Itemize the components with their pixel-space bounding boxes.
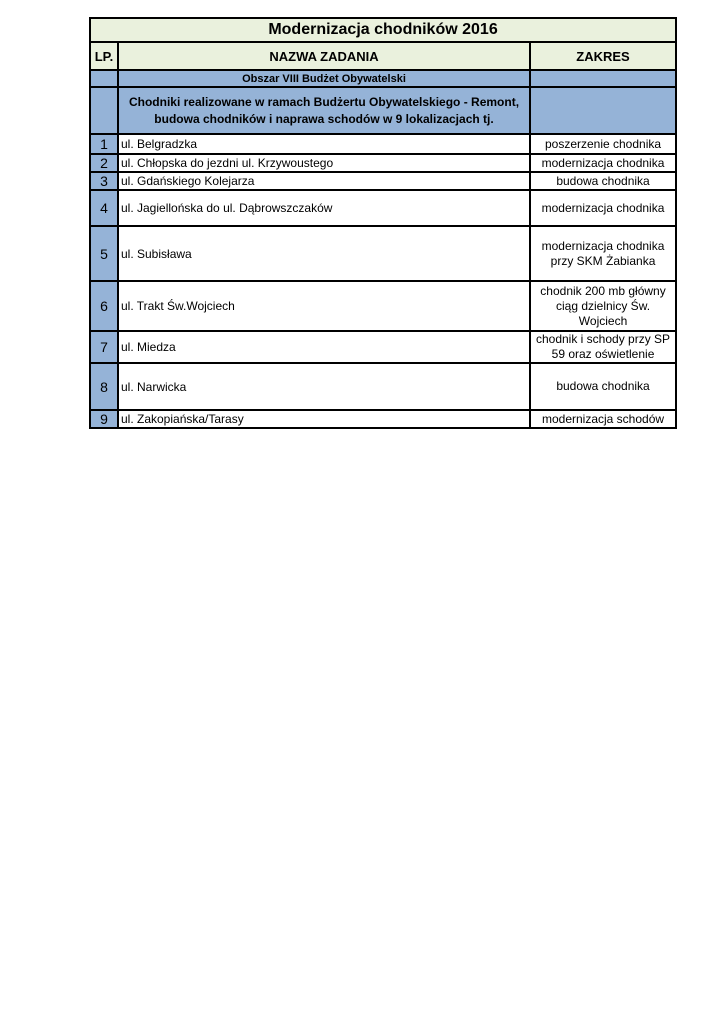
row-name: ul. Miedza	[118, 331, 530, 363]
area-label: Obszar VIII Budżet Obywatelski	[118, 70, 530, 87]
title-row	[90, 18, 676, 42]
row-lp: 4	[90, 190, 118, 226]
spreadsheet-table	[89, 17, 675, 429]
row-lp: 5	[90, 226, 118, 281]
row-scope: modernizacja schodów	[530, 410, 676, 428]
table-row	[90, 331, 676, 363]
table-row	[90, 226, 676, 281]
header-scope: ZAKRES	[530, 42, 676, 70]
row-name: ul. Belgradzka	[118, 134, 530, 154]
row-lp: 9	[90, 410, 118, 428]
table-row	[90, 134, 676, 154]
row-scope: chodnik i schody przy SP 59 oraz oświetlenie	[530, 331, 676, 363]
area-scope-cell	[530, 70, 676, 87]
row-scope: budowa chodnika	[530, 172, 676, 190]
row-scope: chodnik 200 mb główny ciąg dzielnicy Św. Wojciech	[530, 281, 676, 331]
description-row	[90, 87, 676, 134]
row-name: ul. Zakopiańska/Tarasy	[118, 410, 530, 428]
description-text	[118, 87, 530, 134]
row-lp: 7	[90, 331, 118, 363]
row-scope: poszerzenie chodnika	[530, 134, 676, 154]
row-name: ul. Trakt Św.Wojciech	[118, 281, 530, 331]
table-row	[90, 281, 676, 331]
row-lp: 6	[90, 281, 118, 331]
row-name: ul. Jagiellońska do ul. Dąbrowszczaków	[118, 190, 530, 226]
desc-scope-cell	[530, 87, 676, 134]
row-scope: modernizacja chodnika	[530, 190, 676, 226]
row-name: ul. Gdańskiego Kolejarza	[118, 172, 530, 190]
roadworks-table	[89, 17, 677, 429]
table-row	[90, 410, 676, 428]
row-lp: 8	[90, 363, 118, 410]
row-scope: modernizacja chodnika przy SKM Żabianka	[530, 226, 676, 281]
row-lp: 3	[90, 172, 118, 190]
table-row	[90, 172, 676, 190]
row-scope: budowa chodnika	[530, 363, 676, 410]
row-lp: 2	[90, 154, 118, 172]
table-row	[90, 154, 676, 172]
desc-lp-cell	[90, 87, 118, 134]
row-scope: modernizacja chodnika	[530, 154, 676, 172]
header-name: NAZWA ZADANIA	[118, 42, 530, 70]
row-lp: 1	[90, 134, 118, 154]
table-title: Modernizacja chodników 2016	[90, 18, 676, 42]
area-lp-cell	[90, 70, 118, 87]
header-row	[90, 42, 676, 70]
table-row	[90, 363, 676, 410]
row-name: ul. Chłopska do jezdni ul. Krzywoustego	[118, 154, 530, 172]
description-line-2: budowa chodników i naprawa schodów w 9 lokalizacjach tj.	[154, 111, 494, 126]
row-name: ul. Subisława	[118, 226, 530, 281]
description-line-1: Chodniki realizowane w ramach Budżertu Obywatelskiego - Remont,	[128, 94, 520, 109]
table-row	[90, 190, 676, 226]
header-lp: LP.	[90, 42, 118, 70]
row-name: ul. Narwicka	[118, 363, 530, 410]
area-row	[90, 70, 676, 87]
